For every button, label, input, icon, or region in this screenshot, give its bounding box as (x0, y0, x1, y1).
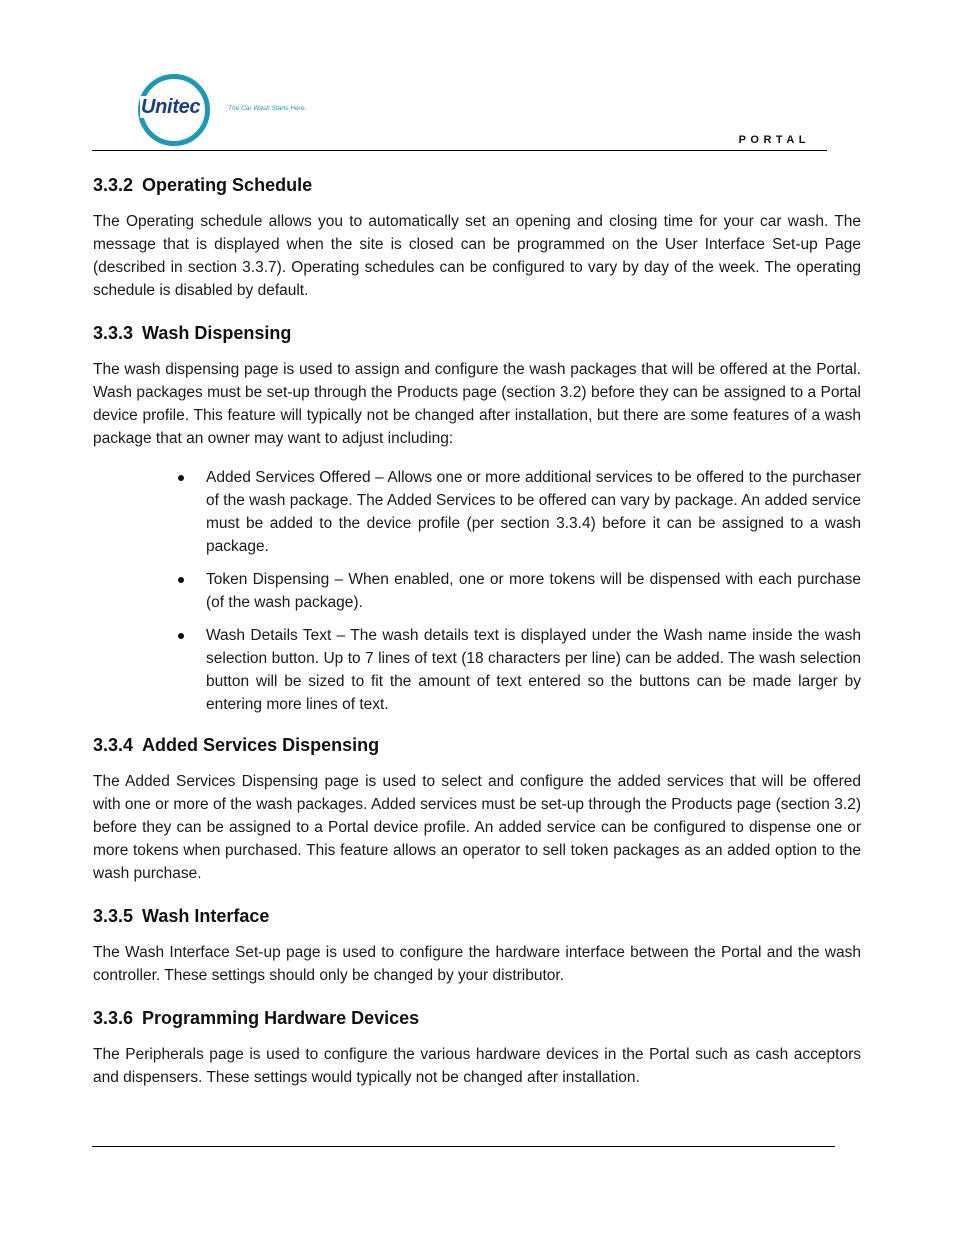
header-divider (92, 150, 827, 151)
bullet-text: Token Dispensing – When enabled, one or more tokens will be dispensed with each purchase (of the wash package). (206, 571, 861, 611)
bullet-icon (178, 633, 184, 639)
section-number: 3.3.4 (93, 735, 134, 755)
bullet-item-added-services (206, 466, 861, 558)
section-title: Wash Interface (142, 906, 270, 926)
feature-bullet-list (93, 466, 861, 716)
section-heading (93, 1005, 861, 1031)
section-number: 3.3.5 (93, 906, 134, 926)
section-added-services-dispensing (93, 732, 861, 885)
section-programming-hardware-devices (93, 1005, 861, 1089)
bullet-item-wash-details-text (206, 624, 861, 716)
section-number: 3.3.6 (93, 1008, 134, 1028)
section-title: Programming Hardware Devices (142, 1008, 420, 1028)
unitec-logo (136, 72, 326, 152)
section-paragraph: The Added Services Dispensing page is used to select and configure the added services that will be offered with one or more of the wash packages. Added services must be set-up through the Products page (section 3.2) before they can be assigned to a Portal device profile. An added service can be configured to dispense one or more tokens when purchased. This feature allows an operator to sell token packages as an added option to the wash purchase. (93, 773, 861, 882)
section-paragraph: The Wash Interface Set-up page is used to configure the hardware interface between the Portal and the wash controller. These settings should only be changed by your distributor. (93, 944, 861, 984)
section-paragraph: The Operating schedule allows you to automatically set an opening and closing time for your car wash. The message that is displayed when the site is closed can be programmed on the User Interface Set-up Page (described in section 3.3.7). Operating schedules can be configured to vary by day of the week. The operating schedule is disabled by default. (93, 213, 861, 299)
section-paragraph: The Peripherals page is used to configure the various hardware devices in the Portal such as cash acceptors and dispensers. These settings would typically not be changed after installation. (93, 1046, 861, 1086)
section-heading (93, 732, 861, 758)
section-heading (93, 320, 861, 346)
logo-wordmark: Unitec (141, 96, 201, 118)
section-wash-interface (93, 903, 861, 987)
section-heading (93, 172, 861, 198)
section-title: Wash Dispensing (142, 323, 292, 343)
footer-divider (92, 1146, 835, 1147)
header-product-name: PORTAL (738, 134, 810, 146)
section-number: 3.3.2 (93, 175, 134, 195)
bullet-text: Added Services Offered – Allows one or more additional services to be offered to the purchaser of the wash package. The Added Services to be offered can vary by package. An added service must be added to the device profile (per section 3.3.4) before it can be assigned to a wash package. (206, 469, 861, 555)
document-body (93, 172, 861, 1107)
bullet-text: Wash Details Text – The wash details text is displayed under the Wash name inside the wash selection button. Up to 7 lines of text (18 characters per line) can be added. The wash selection button will be sized to fit the amount of text entered so the buttons can be made larger by entering more lines of text. (206, 627, 861, 713)
section-number: 3.3.3 (93, 323, 134, 343)
section-title: Added Services Dispensing (142, 735, 380, 755)
logo-tagline: The Car Wash Starts Here. (228, 105, 307, 112)
bullet-item-token-dispensing (206, 568, 861, 614)
section-heading (93, 903, 861, 929)
section-paragraph: The wash dispensing page is used to assign and configure the wash packages that will be offered at the Portal. Wash packages must be set-up through the Products page (section 3.2) before they can be assigned to a Portal device profile. This feature will typically not be changed after installation, but there are some features of a wash package that an owner may want to adjust including: (93, 361, 861, 447)
section-title: Operating Schedule (142, 175, 313, 195)
section-wash-dispensing (93, 320, 861, 716)
section-operating-schedule (93, 172, 861, 302)
bullet-icon (178, 475, 184, 481)
bullet-icon (178, 577, 184, 583)
